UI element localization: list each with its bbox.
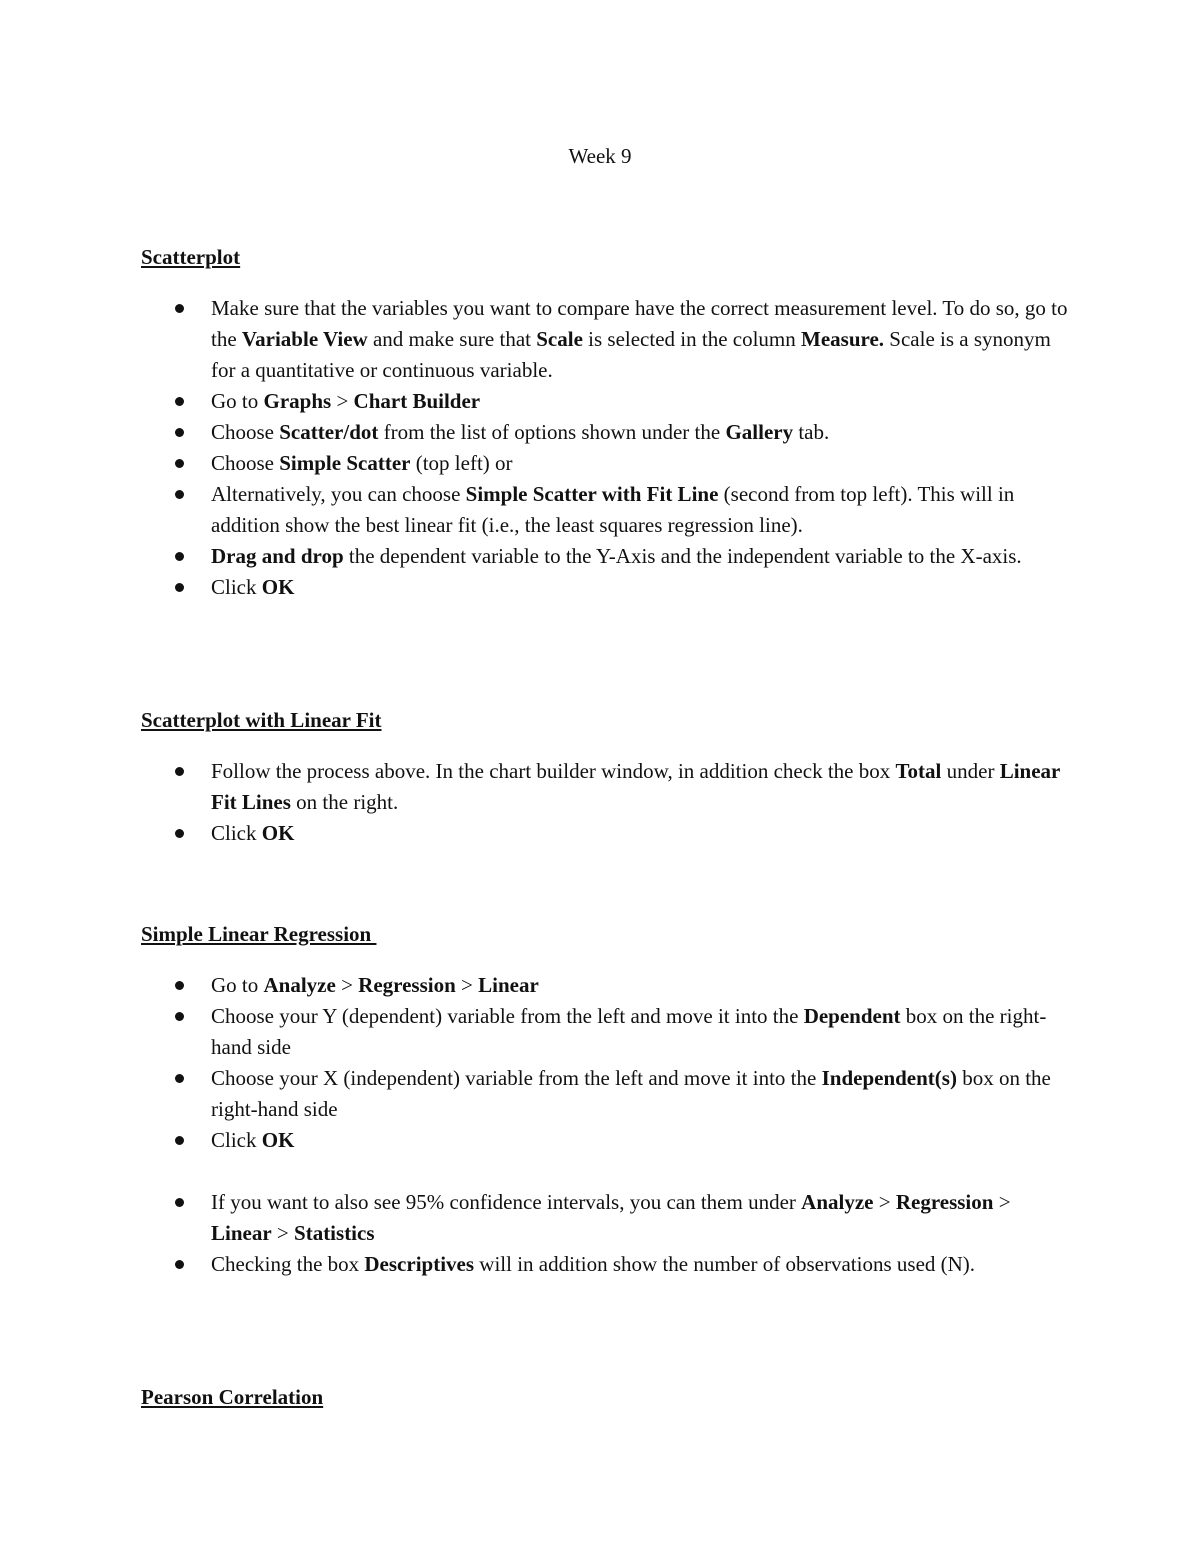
bold-text: OK [261, 821, 295, 845]
bold-text: Linear [478, 973, 539, 997]
bullet-icon [175, 583, 184, 592]
bold-text: Scale [536, 327, 583, 351]
section-heading: Simple Linear Regression [141, 922, 377, 946]
list-item [141, 541, 1071, 572]
text-run: the dependent variable to the Y-Axis and the independent variable to the X-axis. [343, 544, 1022, 568]
text-run: will in addition show the number of observations used (N). [474, 1252, 976, 1276]
bold-text: Analyze [263, 973, 336, 997]
bold-text: Analyze [801, 1190, 874, 1214]
text-run: Click [211, 1128, 262, 1152]
bold-text: Linear Fit Lines [211, 759, 1061, 814]
text-run: Alternatively, you can choose [211, 482, 466, 506]
bullet-icon [175, 1198, 184, 1207]
bullet-icon [175, 829, 184, 838]
text-run: tab. [793, 420, 830, 444]
bullet-icon [175, 767, 184, 776]
text-run: Make sure that the variables you want to compare have the correct measurement level. To do so, go to the [211, 296, 1068, 351]
text-run: Checking the box [211, 1252, 365, 1276]
text-run: If you want to also see 95% confidence intervals, you can them under [211, 1190, 802, 1214]
list-item [141, 479, 1071, 541]
text-run: Click [211, 575, 262, 599]
text-run: > [455, 973, 479, 997]
text-run: Choose [211, 451, 280, 475]
bullet-icon [175, 459, 184, 468]
bullet-icon [175, 1260, 184, 1269]
bullet-icon [175, 1074, 184, 1083]
list-item [141, 417, 1071, 448]
text-run: Choose your Y (dependent) variable from the left and move it into the [211, 1004, 804, 1028]
list-item [141, 1001, 1071, 1063]
text-run: box on the right-hand side [211, 1066, 1051, 1121]
bold-text: Gallery [725, 420, 794, 444]
section-simple-linear-regression [141, 920, 1071, 1280]
bold-text: Regression [358, 973, 456, 997]
bullet-icon [175, 428, 184, 437]
bullet-icon [175, 552, 184, 561]
section-heading: Scatterplot [141, 245, 241, 269]
text-run: box on the right-hand side [211, 1004, 1047, 1059]
bold-text: OK [261, 1128, 295, 1152]
list-item [141, 1249, 1071, 1280]
page-title: Week 9 [568, 144, 632, 168]
bold-text: Regression [895, 1190, 994, 1214]
bold-text: Chart Builder [353, 389, 481, 413]
bullet-icon [175, 981, 184, 990]
bold-text: OK [261, 575, 295, 599]
bold-text: Drag and drop [211, 544, 344, 568]
bold-text: Scatter/dot [279, 420, 379, 444]
bullet-list [141, 970, 1071, 1280]
list-item [141, 1063, 1071, 1125]
bold-text: Independent(s) [821, 1066, 957, 1090]
text-run: from the list of options shown under the [378, 420, 726, 444]
bullet-icon [175, 1136, 184, 1145]
text-run: under [941, 759, 1000, 783]
text-run: Choose [211, 420, 280, 444]
bold-text: Variable View [241, 327, 368, 351]
text-run: Scale is a synonym for a quantitative or continuous variable. [211, 327, 1051, 382]
bold-text: Statistics [294, 1221, 375, 1245]
list-item [141, 448, 1071, 479]
text-run: (top left) or [410, 451, 513, 475]
bullet-icon [175, 490, 184, 499]
text-run: > [335, 973, 359, 997]
bold-text: Total [895, 759, 942, 783]
list-item [141, 756, 1071, 818]
list-item [141, 1187, 1071, 1249]
bold-text: Dependent [803, 1004, 901, 1028]
list-item [141, 293, 1071, 386]
bold-text: Measure. [801, 327, 885, 351]
list-item [141, 386, 1071, 417]
section-heading: Scatterplot with Linear Fit [141, 708, 382, 732]
bold-text: Simple Scatter [279, 451, 411, 475]
bullet-icon [175, 397, 184, 406]
text-run: is selected in the column [582, 327, 802, 351]
section-scatterplot-linear-fit [141, 706, 1071, 849]
list-item [141, 818, 1071, 849]
section-pearson-correlation [141, 1383, 1071, 1411]
list-item [141, 1125, 1071, 1156]
bullet-list [141, 293, 1071, 603]
bullet-icon [175, 304, 184, 313]
text-run: on the right. [290, 790, 399, 814]
text-run: Go to [211, 389, 264, 413]
text-run: > [271, 1221, 295, 1245]
text-run: Follow the process above. In the chart builder window, in addition check the box [211, 759, 896, 783]
bullet-list [141, 756, 1071, 849]
bold-text: Descriptives [364, 1252, 475, 1276]
text-run: and make sure that [367, 327, 537, 351]
list-item [141, 572, 1071, 603]
list-item [141, 970, 1071, 1001]
text-run: > [331, 389, 354, 413]
bold-text: Graphs [263, 389, 332, 413]
section-heading: Pearson Correlation [141, 1385, 324, 1409]
text-run: > [873, 1190, 896, 1214]
section-scatterplot [141, 243, 1071, 603]
bold-text: Linear [211, 1221, 272, 1245]
text-run: (second from top left). This will in addition show the best linear fit (i.e., the least squares regression line). [211, 482, 1015, 537]
text-run: Click [211, 821, 262, 845]
bold-text: Simple Scatter with Fit Line [465, 482, 719, 506]
text-run: Choose your X (independent) variable from the left and move it into the [211, 1066, 822, 1090]
bullet-icon [175, 1012, 184, 1021]
text-run: Go to [211, 973, 264, 997]
text-run: > [993, 1190, 1011, 1214]
